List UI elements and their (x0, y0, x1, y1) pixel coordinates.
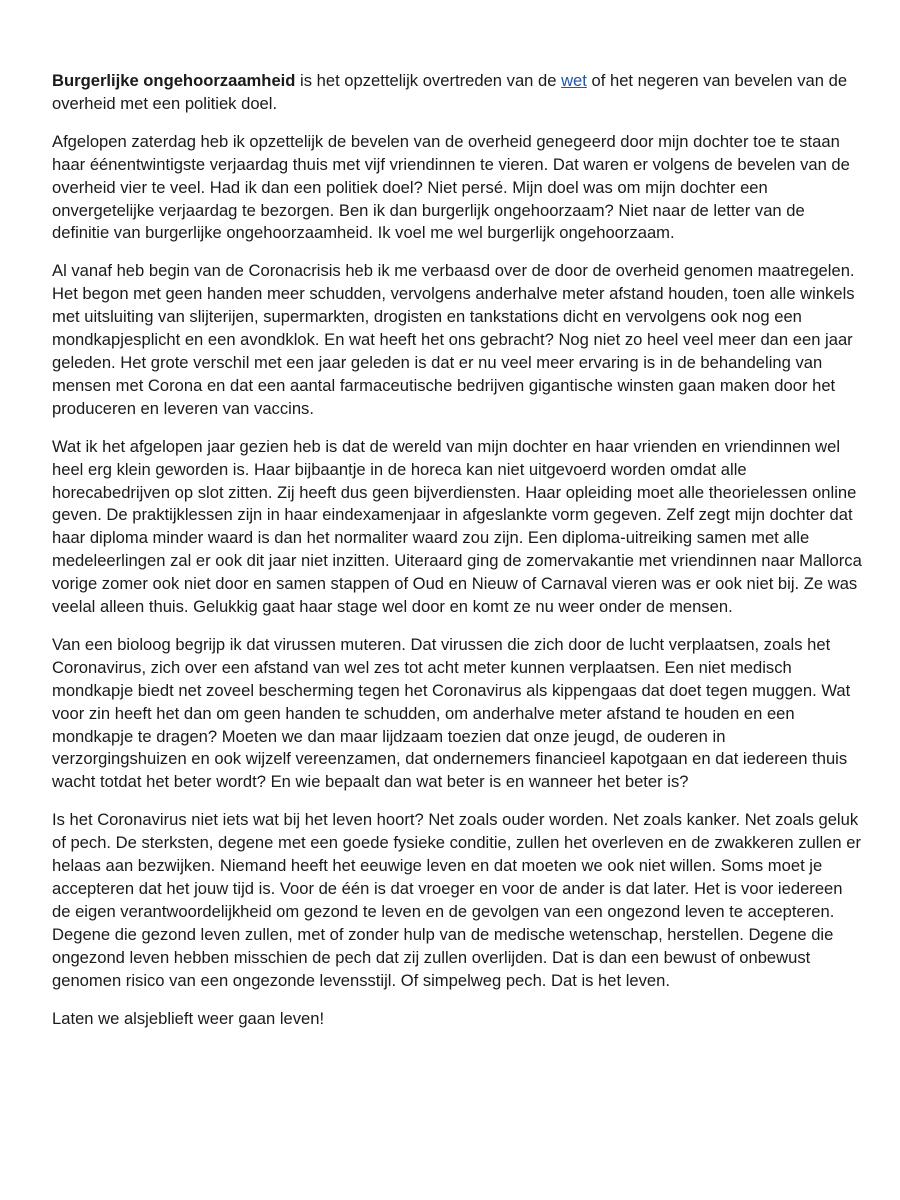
intro-text-before-link: is het opzettelijk overtreden van de (295, 71, 562, 90)
wet-link[interactable]: wet (561, 71, 587, 90)
paragraph-slot: Laten we alsjeblieft weer gaan leven! (52, 1008, 325, 1028)
paragraph-dochter: Wat ik het afgelopen jaar gezien heb is dat de wereld van mijn dochter en haar vrienden en vriendinnen wel heel erg klein geworden is. Haar bijbaantje in de horeca kan niet uitgevoerd worden omdat alle horecabedrijven op slot zitten. Zij heeft dus geen bijverdiensten. Haar opleiding moet alle theorielessen online geven. De praktijklessen zijn in haar eindexamenjaar in afgeslankte vorm gegeven. Zelf zegt mijn dochter dat haar diploma minder waard is dan het normaliter waard zou zijn. Een diploma-uitreiking samen met alle medeleerlingen zal er ook dit jaar niet inzitten. Uiteraard ging de zomervakantie met vriendinnen naar Mallorca vorige zomer ook niet door en samen stappen of Oud en Nieuw of Carnaval vieren was er ook niet bij. Ze was veelal alleen thuis. Gelukkig gaat haar stage wel door en komt ze nu weer onder de mensen. (52, 436, 862, 617)
document-page (52, 70, 862, 1045)
paragraph-bioloog: Van een bioloog begrijp ik dat virussen muteren. Dat virussen die zich door de lucht verplaatsen, zoals het Coronavirus, zich over een afstand van wel zes tot acht meter kunnen verplaatsen. Een niet medisch mondkapje biedt net zoveel bescherming tegen het Coronavirus als kippengaas dat doet tegen muggen. Wat voor zin heeft het dan om geen handen te schudden, om anderhalve meter afstand te houden en een mondkapje te dragen? Moeten we dan maar lijdzaam toezien dat onze jeugd, de ouderen in verzorgingshuizen en ook wijzelf vereenzamen, dat ondernemers financieel kapotgaan en dat iedereen thuis wacht totdat het beter wordt? En wie bepaalt dan wat beter is en wanneer het beter is? (52, 634, 851, 792)
paragraph-leven: Is het Coronavirus niet iets wat bij het leven hoort? Net zoals ouder worden. Net zoals kanker. Net zoals geluk of pech. De sterksten, degene met een goede fysieke conditie, zullen het overleven en de zwakkeren zullen er helaas aan bezwijken. Niemand heeft het eeuwige leven en dat moeten we ook niet willen. Soms moet je accepteren dat het jouw tijd is. Voor de één is dat vroeger en voor de ander is dat later. Het is voor iedereen de eigen verantwoordelijkheid om gezond te leven en de gevolgen van een ongezond leven te accepteren. Degene die gezond leven zullen, met of zonder hulp van de medische wetenschap, herstellen. Degene die ongezond leven hebben misschien de pech dat zij zullen overlijden. Dat is dan een bewust of onbewust genomen risico van een ongezonde levensstijl. Of simpelweg pech. Dat is het leven. (52, 810, 861, 990)
paragraph-zaterdag: Afgelopen zaterdag heb ik opzettelijk de bevelen van de overheid genegeerd door mijn dochter toe te staan haar éénentwintigste verjaardag thuis met vijf vriendinnen te vieren. Dat waren er volgens de bevelen van de overheid vier te veel. Had ik dan een politiek doel? Niet persé. Mijn doel was om mijn dochter een onvergetelijke verjaardag te bezorgen. Ben ik dan burgerlijk ongehoorzaam? Niet naar de letter van de definitie van burgerlijke ongehoorzaamheid. Ik voel me wel burgerlijk ongehoorzaam. (52, 131, 850, 243)
intro-text-after-link: of het negeren van bevelen van de overheid met een politiek doel. (52, 71, 848, 113)
paragraph-maatregelen: Al vanaf heb begin van de Coronacrisis heb ik me verbaasd over de door de overheid genomen maatregelen. Het begon met geen handen meer schudden, vervolgens anderhalve meter afstand houden, toen alle winkels met uitsluiting van slijterijen, supermarkten, drogisten en tankstations dicht en vervolgens ook nog een mondkapjesplicht en een avondklok. En wat heeft het ons gebracht? Nog niet zo heel veel meer dan een jaar geleden. Het grote verschil met een jaar geleden is dat er nu veel meer ervaring is in de behandeling van mensen met Corona en dat een aantal farmaceutische bedrijven gigantische winsten gaan maken door het produceren en leveren van vaccins. (52, 261, 855, 418)
intro-paragraph (52, 70, 862, 116)
defined-term: Burgerlijke ongehoorzaamheid (52, 71, 296, 90)
